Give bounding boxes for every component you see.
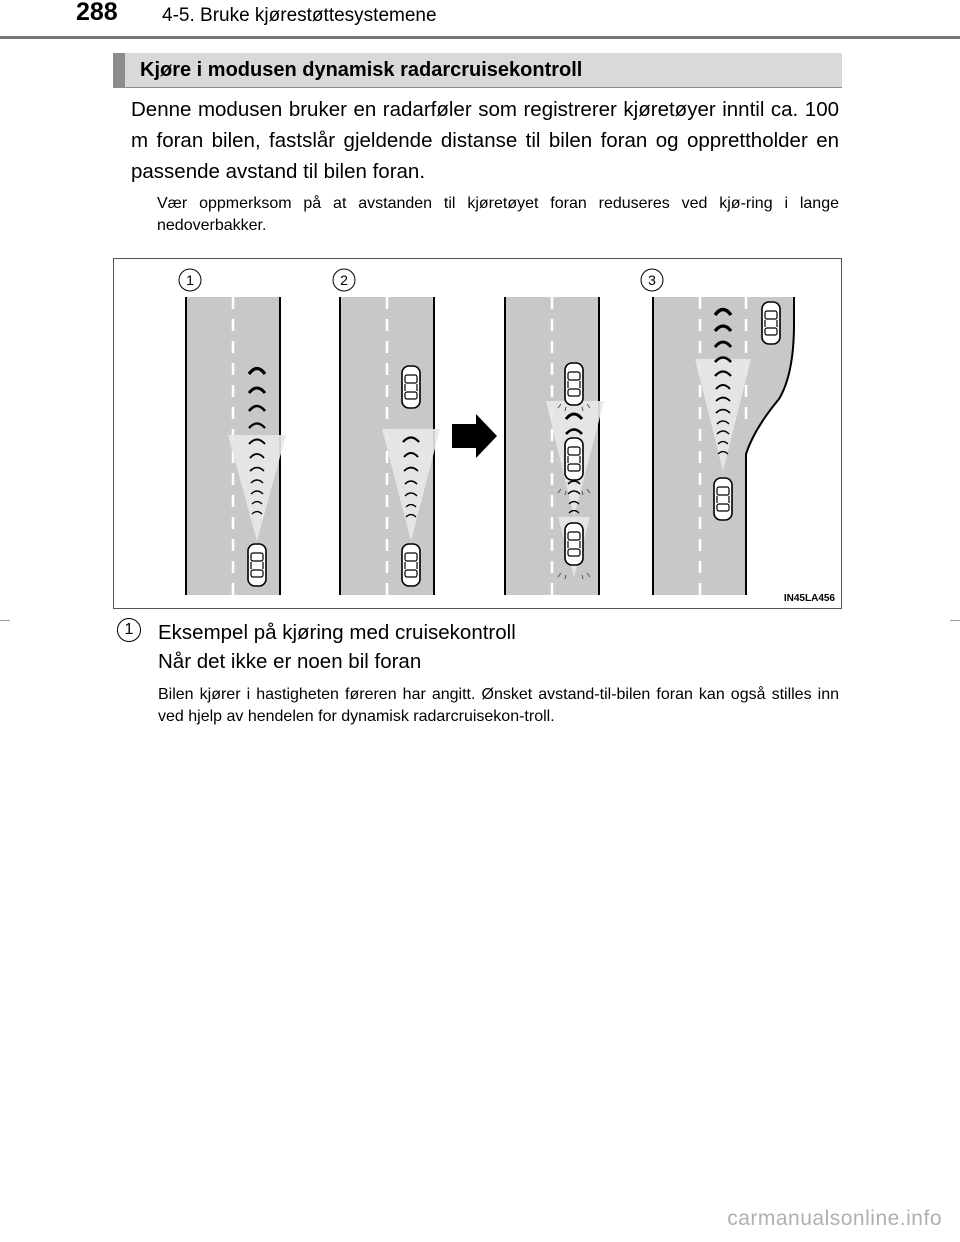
intro-paragraph: Denne modusen bruker en radarføler som registrerer kjøretøyer inntil ca. 100 m foran bilen, fastslår gjeldende distanse til bilen foran og opprettholder en passende avstand til bilen foran. <box>131 98 839 183</box>
figure-label-1: 1 <box>186 272 194 288</box>
header-rule <box>0 36 960 39</box>
section-bar <box>113 53 842 88</box>
transition-arrow <box>452 414 497 458</box>
road-1 <box>186 297 286 595</box>
page-number: 288 <box>76 0 118 26</box>
road-3 <box>505 297 604 595</box>
crop-mark-left <box>0 620 10 621</box>
callout-number: 1 <box>117 618 141 642</box>
figure-illustration <box>114 259 841 608</box>
note-paragraph: Vær oppmerksom på at avstanden til kjøretøyet foran reduseres ved kjø-ring i lange nedoverbakker. <box>157 195 839 234</box>
figure-code: IN45LA456 <box>783 593 835 604</box>
label-3 <box>641 269 663 291</box>
figure-label-3: 3 <box>648 272 656 288</box>
running-head: 4-5. Bruke kjørestøttesystemene <box>162 5 437 26</box>
watermark: carmanualsonline.info <box>727 1207 942 1230</box>
section-title: Kjøre i modusen dynamisk radarcruisekontroll <box>140 59 583 81</box>
label-2 <box>333 269 355 291</box>
figure-label-2: 2 <box>340 272 348 288</box>
callout-subtitle: Når det ikke er noen bil foran <box>158 650 422 673</box>
radar-cruise-figure <box>113 258 842 609</box>
callout-body: Bilen kjører i hastigheten føreren har angitt. Ønsket avstand-til-bilen foran kan også stilles inn ved hjelp av hendelen for dynamisk radarcruisekon-troll. <box>158 686 839 725</box>
road-4 <box>653 297 794 595</box>
section-bar-accent <box>113 53 125 87</box>
label-1 <box>179 269 201 291</box>
road-2 <box>340 297 440 595</box>
callout-title: Eksempel på kjøring med cruisekontroll <box>158 621 516 644</box>
crop-mark-right <box>950 620 960 621</box>
